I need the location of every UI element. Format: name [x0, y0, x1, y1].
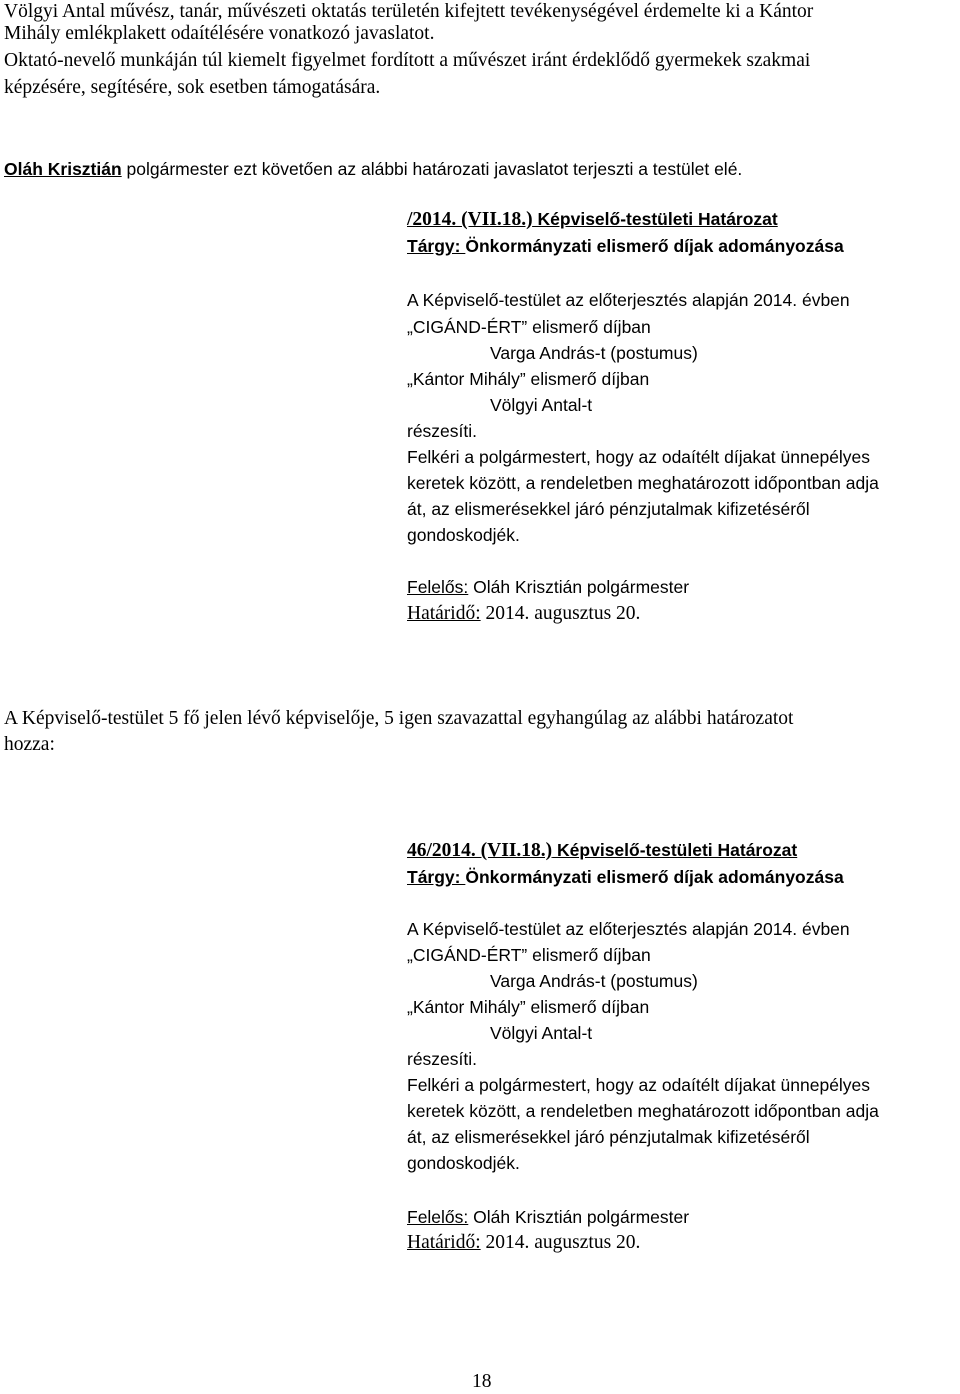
subject-text: Önkormányzati elismerő díjak adományozása	[465, 867, 844, 887]
intro-line: Völgyi Antal művész, tanár, művészeti oktatás területén kifejtett tevékenységével érdemelte ki a Kántor	[4, 1, 814, 22]
responsible-value: Oláh Krisztián polgármester	[468, 1207, 690, 1227]
intro-line: Oktató-nevelő munkáján túl kiemelt figyelmet fordított a művészet iránt érdeklődő gyermekek szakmai	[4, 50, 811, 71]
resolution-body-line: Völgyi Antal-t	[490, 1023, 593, 1043]
resolution-number: /2014. (VII.18.)	[407, 209, 533, 230]
page-number: 18	[472, 1371, 492, 1392]
resolution-body-line: „CIGÁND-ÉRT” elismerő díjban	[407, 945, 651, 965]
deadline-label: Határidő:	[407, 1232, 481, 1253]
resolution-body-line: Varga András-t (postumus)	[490, 971, 698, 991]
resolution-title: Képviselő-testületi Határozat	[532, 209, 778, 229]
resolution-body-line: át, az elismerésekkel járó pénzjutalmak kifizetéséről	[407, 1127, 810, 1147]
resolution-body-line: Felkéri a polgármestert, hogy az odaítélt díjakat ünnepélyes	[407, 1075, 871, 1095]
resolution-body-line: részesíti.	[407, 1049, 478, 1069]
resolution-number: 46/2014. (VII.18.)	[407, 840, 553, 861]
intro-line: Mihály emlékplakett odaítélésére vonatkozó javaslatot.	[4, 23, 435, 44]
deadline-label: Határidő:	[407, 603, 481, 624]
resolution-subject	[407, 234, 844, 258]
resolution-body-line: keretek között, a rendeletben meghatározott időpontban adja	[407, 1101, 879, 1121]
resolution-body-line: Varga András-t (postumus)	[490, 343, 698, 363]
responsible-value: Oláh Krisztián polgármester	[468, 577, 690, 597]
resolution-title: Képviselő-testületi Határozat	[552, 840, 798, 860]
resolution-body-line: „Kántor Mihály” elismerő díjban	[407, 369, 650, 389]
vote-line: A Képviselő-testület 5 fő jelen lévő képviselője, 5 igen szavazattal egyhangúlag az alábbi határozatot	[4, 708, 794, 729]
resolution-body-line: gondoskodjék.	[407, 1153, 520, 1173]
subject-label: Tárgy:	[407, 867, 466, 887]
resolution-body-line: át, az elismerésekkel járó pénzjutalmak kifizetéséről	[407, 499, 810, 519]
resolution-body-line: Völgyi Antal-t	[490, 395, 593, 415]
resolution-heading	[407, 207, 778, 232]
resolution-body-line: keretek között, a rendeletben meghatározott időpontban adja	[407, 473, 879, 493]
responsible-line	[407, 1205, 689, 1229]
deadline-line	[407, 602, 640, 626]
proposal-text: polgármester ezt követően az alábbi határozati javaslatot terjeszti a testület elé.	[121, 159, 743, 179]
responsible-line	[407, 575, 689, 599]
resolution-body-line: „Kántor Mihály” elismerő díjban	[407, 997, 650, 1017]
resolution-body-line: A Képviselő-testület az előterjesztés alapján 2014. évben	[407, 290, 850, 310]
subject-label: Tárgy:	[407, 236, 466, 256]
subject-text: Önkormányzati elismerő díjak adományozása	[465, 236, 844, 256]
resolution-body-line: A Képviselő-testület az előterjesztés alapján 2014. évben	[407, 919, 850, 939]
proposal-sentence	[4, 157, 742, 181]
resolution-body-line: részesíti.	[407, 421, 478, 441]
resolution-body-line: gondoskodjék.	[407, 525, 520, 545]
resolution-heading	[407, 838, 797, 863]
resolution-body-line: Felkéri a polgármestert, hogy az odaítélt díjakat ünnepélyes	[407, 447, 871, 467]
intro-line: képzésére, segítésére, sok esetben támogatására.	[4, 77, 381, 98]
vote-line: hozza:	[4, 734, 55, 755]
mayor-name: Oláh Krisztián	[4, 159, 122, 179]
deadline-line	[407, 1231, 640, 1255]
responsible-label: Felelős:	[407, 1207, 469, 1227]
deadline-value: 2014. augusztus 20.	[480, 603, 641, 624]
responsible-label: Felelős:	[407, 577, 469, 597]
resolution-subject	[407, 865, 844, 889]
resolution-body-line: „CIGÁND-ÉRT” elismerő díjban	[407, 317, 651, 337]
deadline-value: 2014. augusztus 20.	[480, 1232, 641, 1253]
